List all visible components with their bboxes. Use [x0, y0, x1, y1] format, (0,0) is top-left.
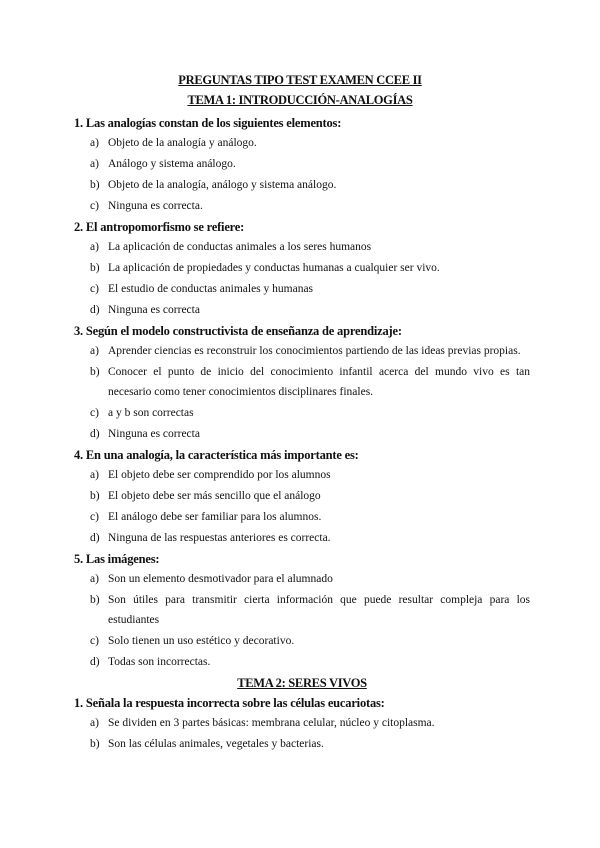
answer-text: El objeto debe ser más sencillo que el análogo — [108, 490, 321, 502]
answer-text: Son útiles para transmitir cierta información que puede resultar compleja para los estudiantes — [108, 594, 530, 626]
answer-option — [74, 154, 530, 174]
answer-option — [74, 258, 530, 278]
answer-letter: b) — [90, 738, 100, 750]
title-block — [0, 70, 600, 110]
answer-list — [74, 465, 530, 548]
answer-option — [74, 713, 530, 733]
question-block — [74, 549, 530, 672]
answer-letter: b) — [90, 594, 100, 606]
answer-letter: a) — [90, 158, 99, 170]
section-title-tema-1: TEMA 1: INTRODUCCIÓN-ANALOGÍAS — [187, 93, 413, 107]
answer-option — [74, 196, 530, 216]
answer-letter: a) — [90, 241, 99, 253]
answer-letter: d) — [90, 428, 100, 440]
answer-letter: a) — [90, 345, 99, 357]
answer-letter: c) — [90, 283, 99, 295]
answer-option — [74, 279, 530, 299]
answer-option — [74, 528, 530, 548]
answer-text: Se dividen en 3 partes básicas: membrana celular, núcleo y citoplasma. — [108, 717, 435, 729]
answer-text: La aplicación de propiedades y conductas humanas a cualquier ser vivo. — [108, 262, 440, 274]
question-list — [74, 113, 530, 755]
answer-option — [74, 590, 530, 630]
answer-option — [74, 734, 530, 754]
answer-letter: a) — [90, 469, 99, 481]
answer-letter: b) — [90, 366, 100, 378]
answer-text: Conocer el punto de inicio del conocimiento infantil acerca del mundo vivo es tan necesario como tener conocimientos disciplinares finales. — [108, 366, 530, 398]
answer-letter: d) — [90, 656, 100, 668]
answer-text: Objeto de la analogía y análogo. — [108, 137, 257, 149]
answer-text: Ninguna es correcta — [108, 428, 200, 440]
answer-option — [74, 341, 530, 361]
question-text: 3. Según el modelo constructivista de enseñanza de aprendizaje: — [74, 324, 402, 338]
answer-letter: c) — [90, 407, 99, 419]
answer-letter: b) — [90, 490, 100, 502]
answer-text: El estudio de conductas animales y humanas — [108, 283, 314, 295]
question-block — [74, 321, 530, 444]
question-text: 5. Las imágenes: — [74, 552, 160, 566]
answer-text: Ninguna es correcta — [108, 304, 200, 316]
answer-letter: c) — [90, 511, 99, 523]
answer-list — [74, 237, 530, 320]
answer-text: Objeto de la analogía, análogo y sistema análogo. — [108, 179, 337, 191]
answer-text: Análogo y sistema análogo. — [108, 158, 236, 170]
answer-letter: a) — [90, 573, 99, 585]
answer-option — [74, 631, 530, 651]
answer-letter: b) — [90, 262, 100, 274]
section-title-tema-2: TEMA 2: SERES VIVOS — [237, 676, 367, 690]
answer-option — [74, 300, 530, 320]
answer-text: Todas son incorrectas. — [108, 656, 211, 668]
question-block — [74, 693, 530, 754]
answer-option — [74, 237, 530, 257]
answer-letter: a) — [90, 137, 99, 149]
question-text: 4. En una analogía, la característica más importante es: — [74, 448, 359, 462]
question-block — [74, 113, 530, 216]
answer-option — [74, 486, 530, 506]
answer-letter: d) — [90, 304, 100, 316]
answer-letter: d) — [90, 532, 100, 544]
answer-option — [74, 175, 530, 195]
question-block — [74, 217, 530, 320]
answer-letter: a) — [90, 717, 99, 729]
answer-option — [74, 652, 530, 672]
answer-text: La aplicación de conductas animales a los seres humanos — [108, 241, 372, 253]
answer-letter: c) — [90, 635, 99, 647]
answer-option — [74, 403, 530, 423]
answer-option — [74, 507, 530, 527]
answer-option — [74, 569, 530, 589]
answer-text: Ninguna de las respuestas anteriores es correcta. — [108, 532, 331, 544]
answer-text: Aprender ciencias es reconstruir los conocimientos partiendo de las ideas previas propias. — [108, 345, 521, 357]
answer-option — [74, 133, 530, 153]
answer-list — [74, 713, 530, 754]
answer-text: Son las células animales, vegetales y bacterias. — [108, 738, 324, 750]
answer-letter: b) — [90, 179, 100, 191]
document-title: PREGUNTAS TIPO TEST EXAMEN CCEE II — [178, 73, 422, 87]
answer-text: Ninguna es correcta. — [108, 200, 203, 212]
answer-list — [74, 133, 530, 216]
answer-text: a y b son correctas — [108, 407, 194, 419]
answer-list — [74, 341, 530, 444]
answer-option — [74, 465, 530, 485]
question-text: 1. Las analogías constan de los siguientes elementos: — [74, 116, 342, 130]
question-text: 2. El antropomorfismo se refiere: — [74, 220, 245, 234]
answer-option — [74, 424, 530, 444]
question-block — [74, 445, 530, 548]
question-text: 1. Señala la respuesta incorrecta sobre las células eucariotas: — [74, 696, 385, 710]
answer-text: El análogo debe ser familiar para los alumnos. — [108, 511, 322, 523]
answer-text: Son un elemento desmotivador para el alumnado — [108, 573, 333, 585]
answer-option — [74, 362, 530, 402]
answer-text: Solo tienen un uso estético y decorativo. — [108, 635, 295, 647]
answer-letter: c) — [90, 200, 99, 212]
answer-text: El objeto debe ser comprendido por los alumnos — [108, 469, 331, 481]
answer-list — [74, 569, 530, 672]
